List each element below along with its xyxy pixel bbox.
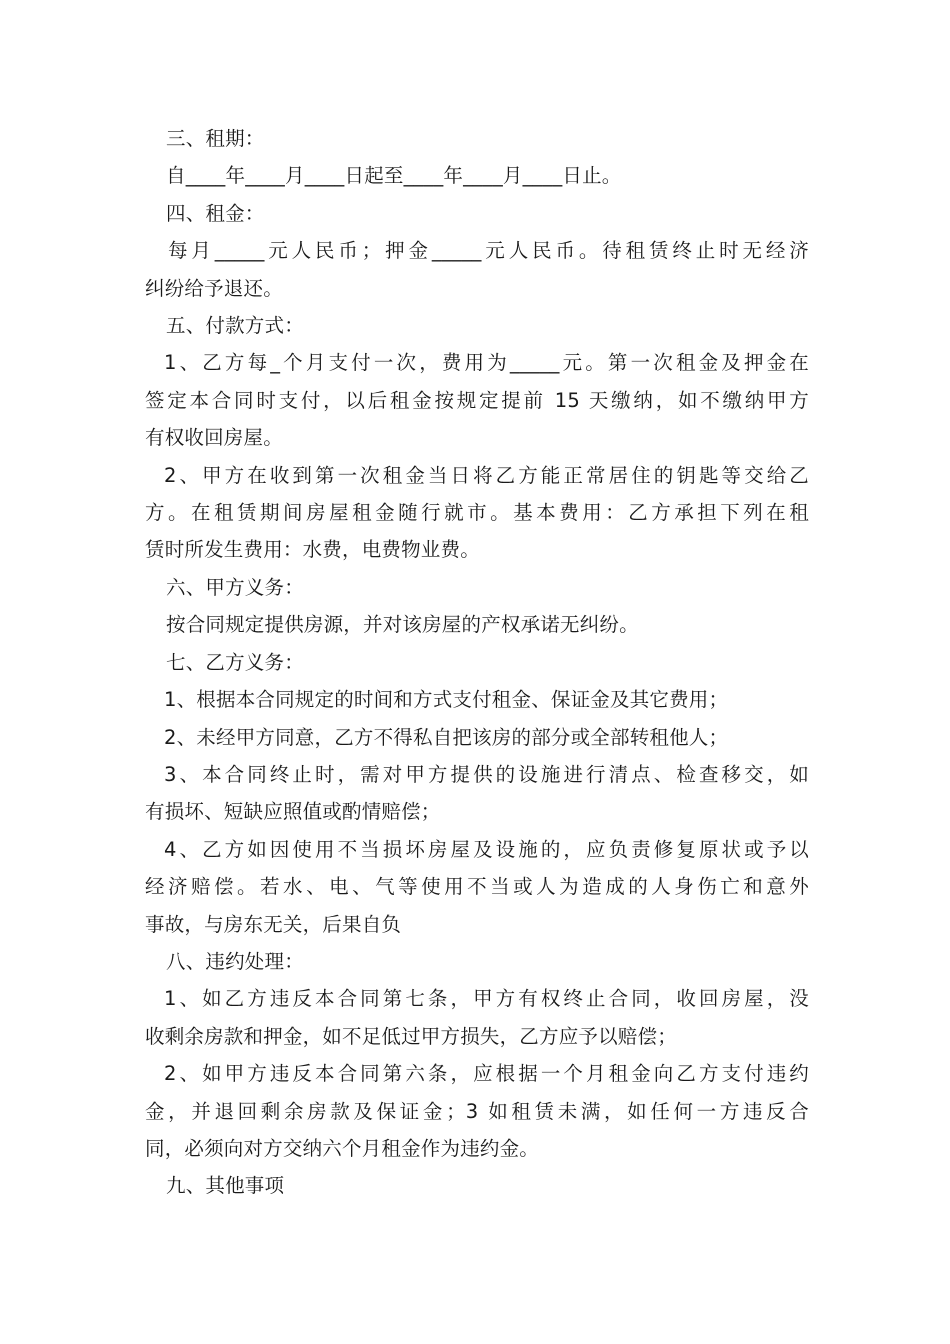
section-heading-lease-term: 三、租期： bbox=[166, 127, 265, 150]
rent-text-line: 纠纷给予退还。 bbox=[145, 276, 283, 300]
lease-term-dates: 自____年____月____日起至____年____月____日止。 bbox=[166, 164, 622, 188]
party-b-duty-line: 1、根据本合同规定的时间和方式支付租金、保证金及其它费用； bbox=[164, 688, 729, 712]
section-heading-breach: 八、违约处理： bbox=[166, 949, 304, 973]
payment-clause-line: 1、乙方每_个月支付一次，费用为_____元。第一次租金及押金在 bbox=[164, 351, 809, 375]
breach-clause-line: 同，必须向对方交纳六个月租金作为违约金。 bbox=[145, 1136, 540, 1160]
breach-clause-line: 金，并退回剩余房款及保证金；3 如租赁未满，如任何一方违反合 bbox=[145, 1099, 809, 1123]
party-a-duty-text: 按合同规定提供房源，并对该房屋的产权承诺无纠纷。 bbox=[166, 613, 639, 637]
breach-clause-line: 收剩余房款和押金，如不足低过甲方损失，乙方应予以赔偿； bbox=[145, 1024, 677, 1048]
section-heading-other-matters: 九、其他事项 bbox=[166, 1174, 285, 1198]
breach-clause-line: 2、如甲方违反本合同第六条，应根据一个月租金向乙方支付违约 bbox=[164, 1062, 809, 1086]
party-b-duty-line: 3、本合同终止时，需对甲方提供的设施进行清点、检查移交，如 bbox=[164, 762, 809, 786]
party-b-duty-line: 4、乙方如因使用不当损坏房屋及设施的，应负责修复原状或予以 bbox=[164, 837, 809, 861]
rent-text-line: 每月_____元人民币；押金_____元人民币。待租赁终止时无经济 bbox=[168, 239, 809, 263]
section-heading-rent: 四、租金： bbox=[166, 201, 265, 225]
party-b-duty-line: 经济赔偿。若水、电、气等使用不当或人为造成的人身伤亡和意外 bbox=[145, 875, 809, 899]
party-b-duty-line: 有损坏、短缺应照值或酌情赔偿； bbox=[145, 800, 441, 824]
payment-clause-line: 方。在租赁期间房屋租金随行就市。基本费用：乙方承担下列在租 bbox=[145, 501, 809, 525]
party-b-duty-line: 事故，与房东无关，后果自负 bbox=[145, 912, 402, 936]
section-heading-party-b-duties: 七、乙方义务： bbox=[166, 650, 304, 674]
payment-clause-line: 有权收回房屋。 bbox=[145, 426, 283, 450]
party-b-duty-line: 2、未经甲方同意，乙方不得私自把该房的部分或全部转租他人； bbox=[164, 725, 729, 749]
payment-clause-line: 2、甲方在收到第一次租金当日将乙方能正常居住的钥匙等交给乙 bbox=[164, 463, 809, 487]
section-heading-party-a-duties: 六、甲方义务： bbox=[166, 575, 304, 599]
payment-clause-line: 签定本合同时支付，以后租金按规定提前 15 天缴纳，如不缴纳甲方 bbox=[145, 388, 809, 412]
breach-clause-line: 1、如乙方违反本合同第七条，甲方有权终止合同，收回房屋，没 bbox=[164, 987, 809, 1011]
contract-body bbox=[145, 120, 809, 1205]
payment-clause-line: 赁时所发生费用：水费，电费物业费。 bbox=[145, 538, 480, 562]
section-heading-payment: 五、付款方式： bbox=[166, 314, 304, 338]
